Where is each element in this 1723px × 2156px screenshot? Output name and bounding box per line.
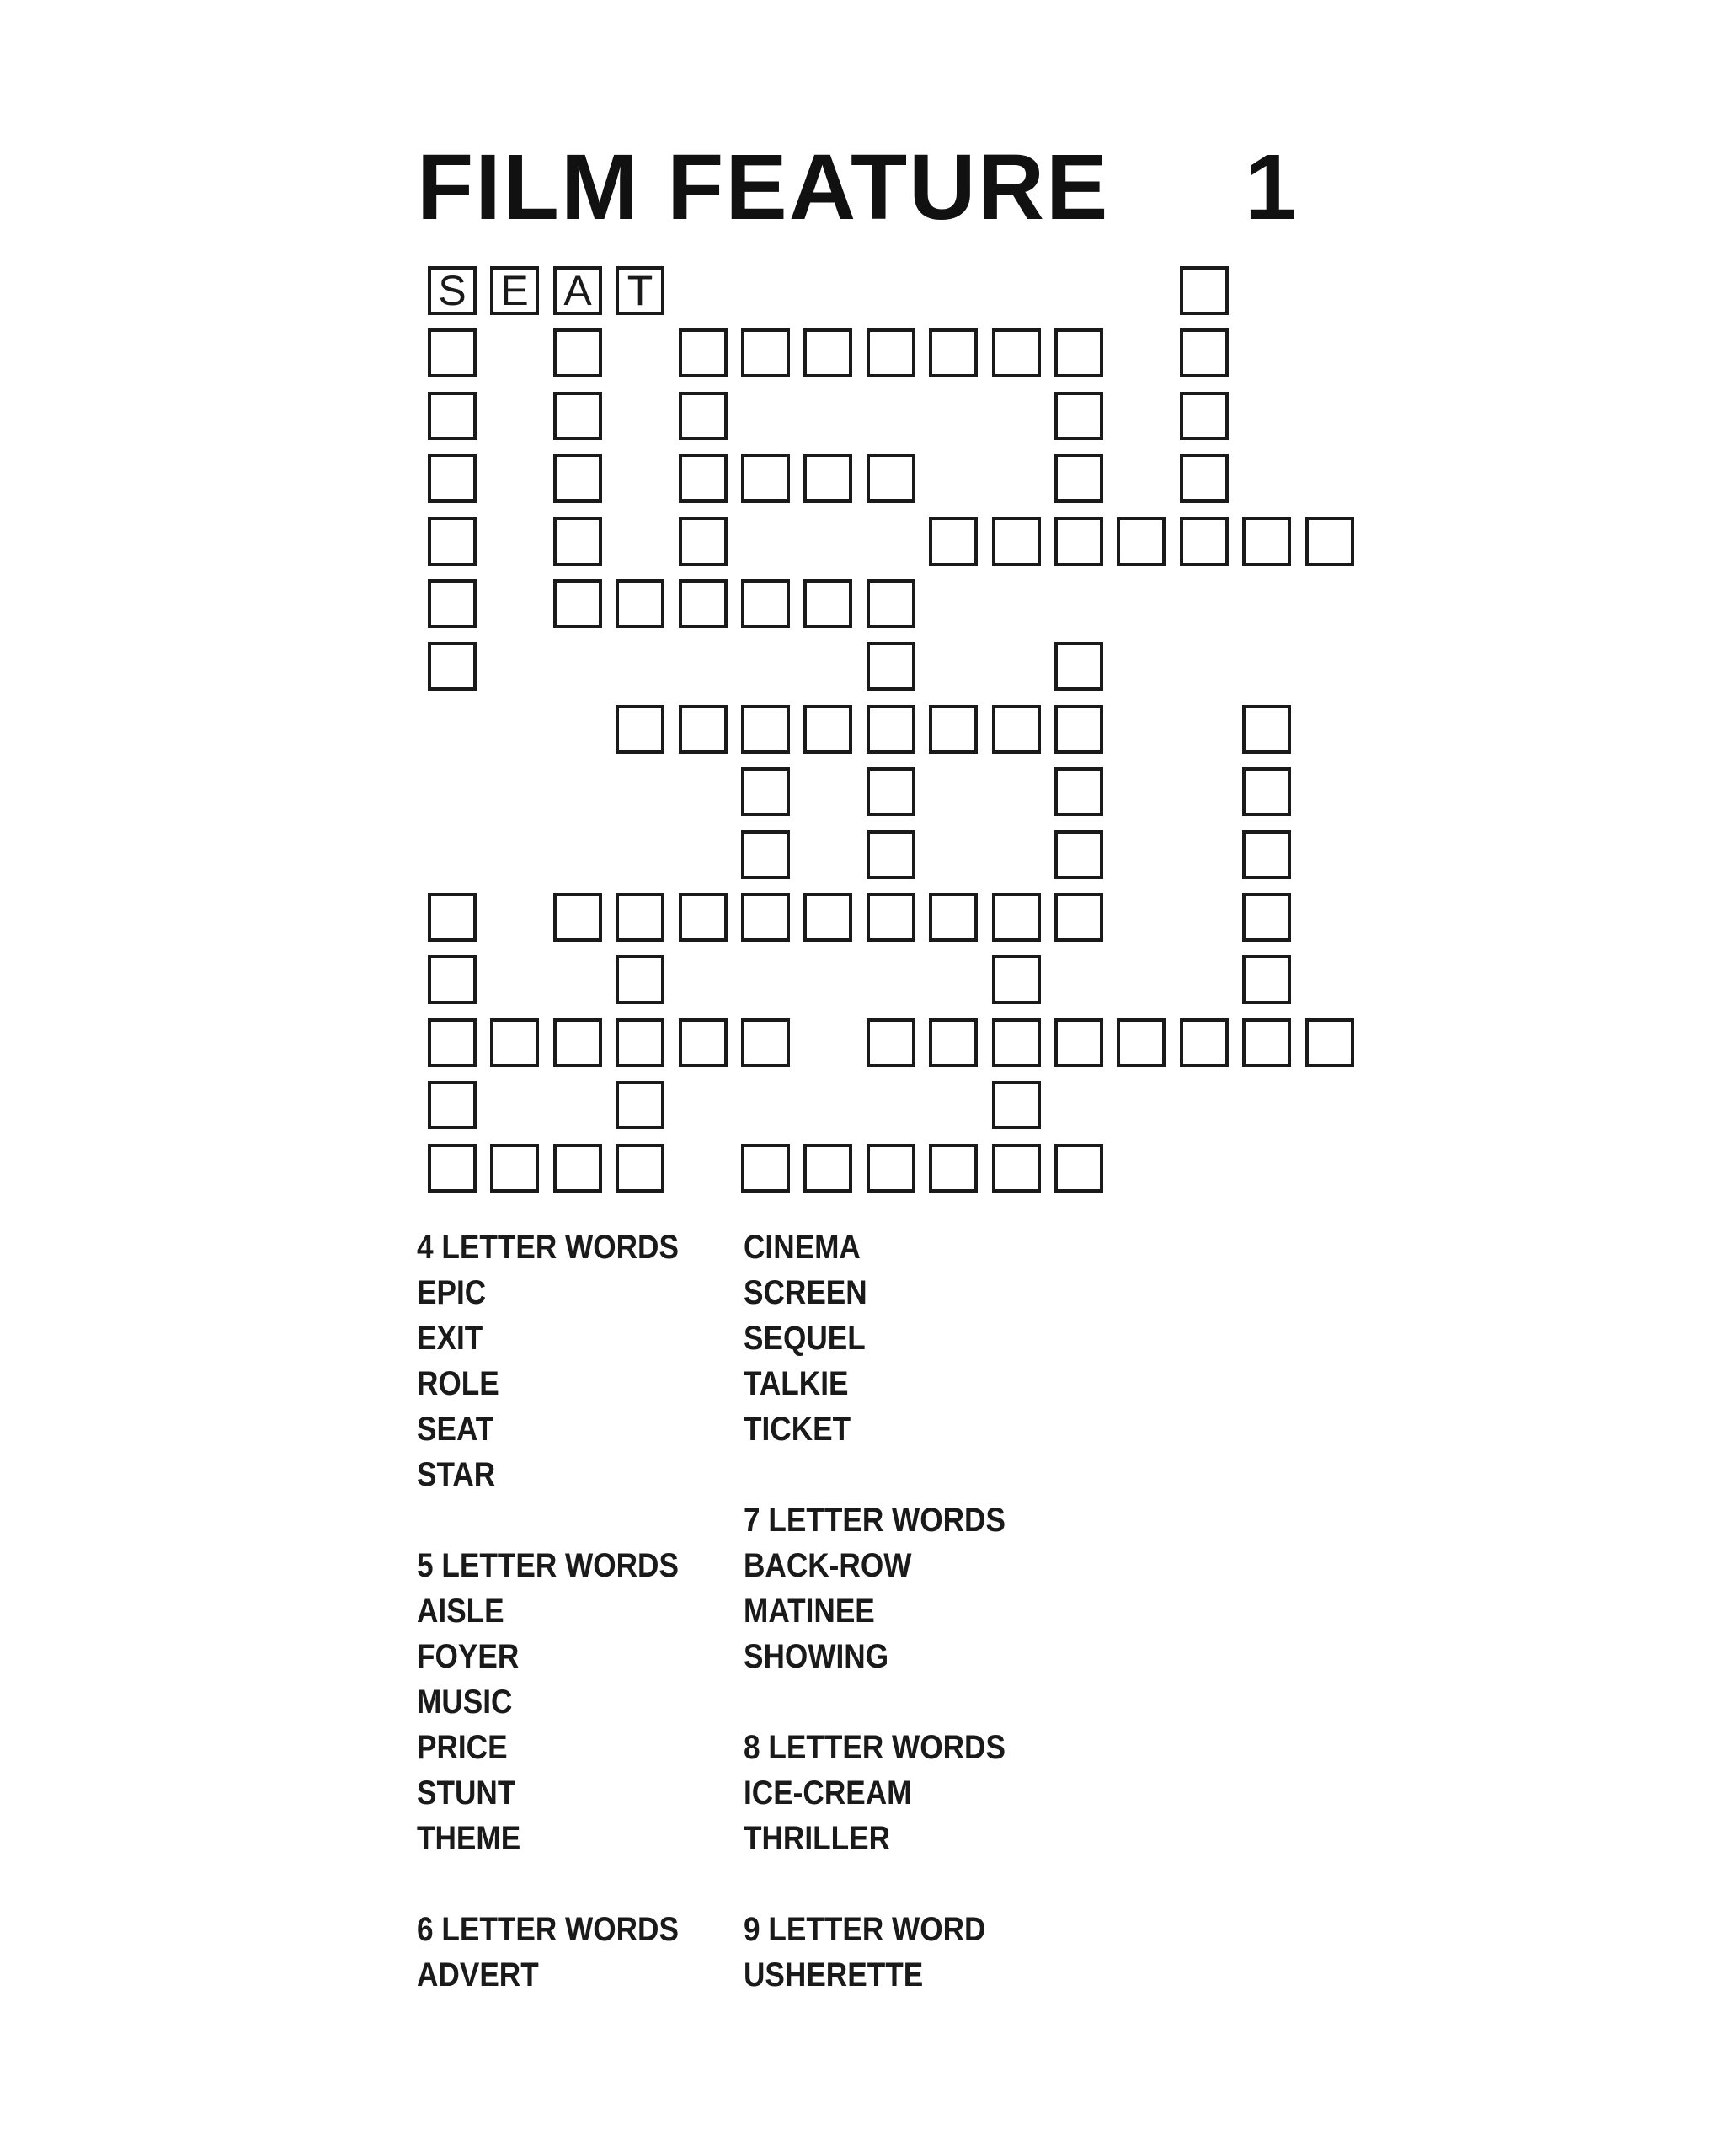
grid-cell[interactable] (553, 454, 602, 503)
grid-cell[interactable] (992, 517, 1041, 566)
grid-cell[interactable] (1054, 517, 1103, 566)
word-list-item: BACK-ROW (744, 1547, 912, 1584)
grid-cell[interactable] (803, 328, 852, 377)
grid-cell[interactable] (1242, 830, 1291, 879)
grid-cell[interactable] (616, 705, 664, 754)
grid-cell[interactable] (992, 955, 1041, 1004)
grid-cell[interactable] (490, 1144, 539, 1193)
word-list-item: MATINEE (744, 1593, 875, 1630)
grid-cell[interactable] (553, 1018, 602, 1067)
word-list-item: EXIT (417, 1320, 483, 1357)
word-list-right-column (744, 1225, 1041, 2043)
grid-cell[interactable] (428, 579, 477, 628)
word-list-item: THRILLER (744, 1820, 891, 1857)
word-list-left-column (417, 1225, 714, 2043)
grid-cell[interactable] (428, 1144, 477, 1193)
grid-cell[interactable] (679, 328, 728, 377)
grid-cell[interactable] (1054, 767, 1103, 816)
grid-cell[interactable] (428, 517, 477, 566)
grid-cell[interactable] (428, 955, 477, 1004)
grid-cell[interactable] (1242, 767, 1291, 816)
grid-cell[interactable] (992, 705, 1041, 754)
grid-cell[interactable] (1180, 517, 1229, 566)
grid-cell[interactable] (1180, 266, 1229, 315)
word-group-continued (744, 1225, 1041, 1452)
grid-cell[interactable] (803, 579, 852, 628)
grid-cell[interactable] (992, 328, 1041, 377)
grid-cell[interactable] (553, 1144, 602, 1193)
grid-cell[interactable] (741, 893, 790, 942)
grid-cell[interactable] (929, 328, 978, 377)
grid-cell[interactable] (553, 893, 602, 942)
grid-cell[interactable] (741, 1018, 790, 1067)
word-group-heading: 6 LETTER WORDS (417, 1911, 679, 1948)
grid-cell[interactable] (616, 1144, 664, 1193)
grid-cell[interactable] (1054, 830, 1103, 879)
word-group (417, 1225, 714, 1497)
grid-cell[interactable] (929, 705, 978, 754)
grid-cell[interactable] (553, 579, 602, 628)
word-list-item: EPIC (417, 1274, 487, 1311)
grid-cell[interactable] (428, 454, 477, 503)
grid-cell[interactable] (553, 328, 602, 377)
grid-cell[interactable] (992, 1018, 1041, 1067)
word-list-item: ROLE (417, 1365, 499, 1402)
grid-cell[interactable] (428, 328, 477, 377)
grid-cell[interactable] (1054, 1144, 1103, 1193)
grid-cell[interactable] (992, 1144, 1041, 1193)
grid-cell[interactable] (428, 392, 477, 440)
grid-cell[interactable] (1117, 517, 1166, 566)
grid-cell[interactable] (741, 454, 790, 503)
word-group (744, 1725, 1041, 1861)
grid-cell[interactable] (490, 1018, 539, 1067)
word-group (417, 1907, 714, 1998)
grid-cell[interactable] (1180, 454, 1229, 503)
grid-cell[interactable] (1054, 392, 1103, 440)
puzzle-number: 1 (1245, 136, 1297, 239)
grid-cell[interactable] (803, 893, 852, 942)
grid-cell[interactable] (1305, 1018, 1354, 1067)
grid-cell[interactable] (929, 517, 978, 566)
grid-cell[interactable] (741, 767, 790, 816)
word-group (744, 1497, 1041, 1679)
grid-cell[interactable] (867, 642, 915, 691)
grid-cell[interactable] (428, 642, 477, 691)
grid-cell[interactable] (616, 1018, 664, 1067)
grid-cell[interactable] (1054, 328, 1103, 377)
grid-cell[interactable] (1054, 1018, 1103, 1067)
word-list-item: ADVERT (417, 1956, 539, 1993)
grid-cell[interactable] (1242, 1018, 1291, 1067)
grid-cell[interactable] (1054, 454, 1103, 503)
grid-cell[interactable] (553, 392, 602, 440)
grid-cell[interactable] (867, 705, 915, 754)
grid-cell[interactable] (1180, 392, 1229, 440)
grid-cell[interactable] (679, 392, 728, 440)
grid-cell[interactable] (679, 579, 728, 628)
word-list-item: CINEMA (744, 1229, 861, 1266)
grid-cell[interactable] (867, 454, 915, 503)
word-list-item: ICE-CREAM (744, 1774, 912, 1812)
grid-cell[interactable] (1054, 642, 1103, 691)
word-list-item: MUSIC (417, 1684, 513, 1721)
grid-cell[interactable]: T (616, 266, 664, 315)
grid-cell[interactable] (679, 454, 728, 503)
word-list-item: TICKET (744, 1411, 851, 1448)
grid-cell[interactable] (867, 830, 915, 879)
grid-cell[interactable] (803, 1144, 852, 1193)
grid-cell[interactable] (679, 1018, 728, 1067)
grid-cell[interactable] (741, 579, 790, 628)
grid-cell[interactable] (867, 579, 915, 628)
puzzle-title: FILM FEATURE (417, 136, 1110, 239)
word-list-item: PRICE (417, 1729, 508, 1766)
grid-cell[interactable] (803, 454, 852, 503)
grid-cell[interactable] (803, 705, 852, 754)
grid-cell[interactable] (741, 830, 790, 879)
grid-cell[interactable] (1180, 328, 1229, 377)
grid-cell[interactable] (616, 893, 664, 942)
word-group-heading: 8 LETTER WORDS (744, 1729, 1006, 1766)
word-list-item: THEME (417, 1820, 521, 1857)
grid-cell[interactable] (1305, 517, 1354, 566)
grid-cell[interactable] (867, 1018, 915, 1067)
grid-cell[interactable] (616, 1081, 664, 1129)
grid-cell[interactable] (992, 893, 1041, 942)
grid-cell[interactable] (867, 328, 915, 377)
word-list-item: SEQUEL (744, 1320, 866, 1357)
word-list-item: AISLE (417, 1593, 504, 1630)
grid-cell[interactable] (992, 1081, 1041, 1129)
word-group-heading: 7 LETTER WORDS (744, 1502, 1006, 1539)
grid-cell[interactable] (741, 705, 790, 754)
grid-cell[interactable] (679, 517, 728, 566)
grid-cell[interactable] (929, 1144, 978, 1193)
grid-cell[interactable] (741, 1144, 790, 1193)
grid-cell[interactable]: S (428, 266, 477, 315)
grid-cell[interactable] (553, 517, 602, 566)
grid-cell[interactable] (1242, 893, 1291, 942)
grid-cell[interactable] (1242, 517, 1291, 566)
grid-cell[interactable] (1117, 1018, 1166, 1067)
word-list-item: TALKIE (744, 1365, 849, 1402)
grid-cell[interactable] (1242, 955, 1291, 1004)
word-group-heading: 4 LETTER WORDS (417, 1229, 679, 1266)
grid-cell[interactable]: E (490, 266, 539, 315)
grid-cell[interactable] (428, 1018, 477, 1067)
word-list-item: SHOWING (744, 1638, 889, 1675)
word-list-item: SCREEN (744, 1274, 867, 1311)
word-list-item: USHERETTE (744, 1956, 924, 1993)
grid-cell[interactable] (741, 328, 790, 377)
grid-cell[interactable]: A (553, 266, 602, 315)
grid-cell[interactable] (867, 893, 915, 942)
grid-cell[interactable] (679, 705, 728, 754)
grid-cell[interactable] (616, 579, 664, 628)
grid-cell[interactable] (428, 1081, 477, 1129)
grid-cell[interactable] (1242, 705, 1291, 754)
word-group-heading: 9 LETTER WORD (744, 1911, 986, 1948)
word-list-item: SEAT (417, 1411, 494, 1448)
grid-cell[interactable] (616, 955, 664, 1004)
word-list-item: FOYER (417, 1638, 520, 1675)
grid-cell[interactable] (1054, 893, 1103, 942)
word-group (744, 1907, 1041, 1998)
grid-cell[interactable] (929, 1018, 978, 1067)
word-group-heading: 5 LETTER WORDS (417, 1547, 679, 1584)
word-list-item: STUNT (417, 1774, 516, 1812)
word-list-item: STAR (417, 1456, 496, 1493)
grid-cell[interactable] (428, 893, 477, 942)
grid-cell[interactable] (867, 1144, 915, 1193)
grid-cell[interactable] (1054, 705, 1103, 754)
grid-cell[interactable] (867, 767, 915, 816)
grid-cell[interactable] (929, 893, 978, 942)
word-group (417, 1543, 714, 1861)
grid-cell[interactable] (679, 893, 728, 942)
grid-cell[interactable] (1180, 1018, 1229, 1067)
